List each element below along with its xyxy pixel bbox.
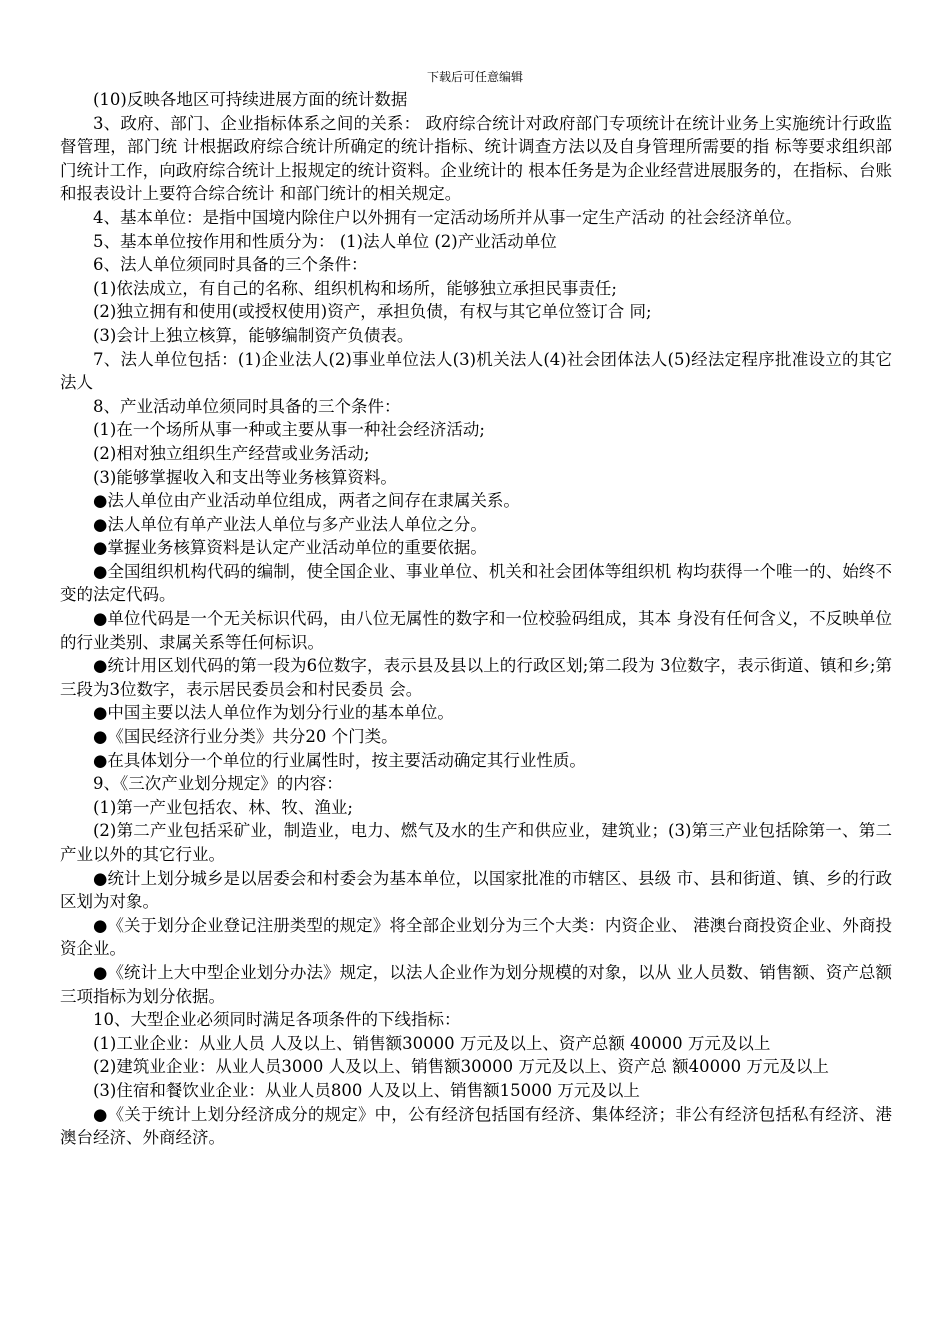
paragraph: 8、产业活动单位须同时具备的三个条件： xyxy=(93,396,401,416)
paragraph: 7、法人单位包括：(1)企业法人(2)事业单位法人(3)机关法人(4)社会团体法人(5)经法定程序批准设立的其它法人 xyxy=(60,349,892,393)
paragraph: (1)在一个场所从事一种或主要从事一种社会经济活动; xyxy=(93,420,485,440)
paragraph: (1)工业企业：从业人员 人及以上、销售额30000 万元及以上、资产总额 40000 万元及以上 xyxy=(93,1033,771,1053)
paragraph: 10、大型企业必须同时满足各项条件的下线指标： xyxy=(93,1010,461,1030)
paragraph: (2)相对独立组织生产经营或业务活动; xyxy=(93,443,370,463)
paragraph: ●《国民经济行业分类》共分20 个门类。 xyxy=(93,727,398,747)
page-header: 下载后可任意编辑 xyxy=(426,70,523,84)
paragraph: (3)住宿和餐饮业企业：从业人员800 人及以上、销售额15000 万元及以上 xyxy=(93,1080,640,1100)
paragraph: ●《统计上大中型企业划分办法》规定，以法人企业作为划分规模的对象，以从 业人员数、销售额、资产总额三项指标为划分依据。 xyxy=(60,962,892,1006)
paragraph: (3)能够掌握收入和支出等业务核算资料。 xyxy=(93,467,397,487)
paragraph: (1)依法成立，有自己的名称、组织机构和场所，能够独立承担民事责任; xyxy=(93,278,617,298)
paragraph: 9、《三次产业划分规定》的内容： xyxy=(93,774,343,794)
document-body xyxy=(60,88,892,1150)
paragraph: 5、基本单位按作用和性质分为： (1)法人单位 (2)产业活动单位 xyxy=(93,231,557,251)
paragraph: 3、政府、部门、企业指标体系之间的关系： 政府综合统计对政府部门专项统计在统计业务上实施统计行政监督管理，部门统 计根据政府综合统计所确定的统计指标、统计调查方法以及自身管理所需要的指 标等要求组织部门统计工作，向政府综合统计上报规定的统计资料。企业统计的 根本任务是为企业经营进展服务的，在指标、台账和报表设计上要符合综合统计 和部门统计的相关规定。 xyxy=(60,113,892,204)
paragraph: ●《关于统计上划分经济成分的规定》中，公有经济包括国有经济、集体经济；非公有经济包括私有经济、港澳台经济、外商经济。 xyxy=(60,1104,892,1148)
paragraph: ●掌握业务核算资料是认定产业活动单位的重要依据。 xyxy=(93,538,487,558)
paragraph: ●中国主要以法人单位作为划分行业的基本单位。 xyxy=(93,703,454,723)
paragraph: ●法人单位由产业活动单位组成，两者之间存在隶属关系。 xyxy=(93,491,520,511)
paragraph: ●统计用区划代码的第一段为6位数字，表示县及县以上的行政区划;第二段为 3位数字，表示街道、镇和乡;第三段为3位数字，表示居民委员会和村民委员 会。 xyxy=(60,656,892,699)
paragraph: ●统计上划分城乡是以居委会和村委会为基本单位，以国家批准的市辖区、县级 市、县和街道、镇、乡的行政区划为对象。 xyxy=(60,868,892,912)
paragraph: 4、基本单位：是指中国境内除住户以外拥有一定活动场所并从事一定生产活动 的社会经济单位。 xyxy=(93,207,802,227)
paragraph: ●全国组织机构代码的编制，使全国企业、事业单位、机关和社会团体等组织机 构均获得一个唯一的、始终不变的法定代码。 xyxy=(60,561,892,605)
paragraph: (3)会计上独立核算，能够编制资产负债表。 xyxy=(93,325,414,345)
paragraph: (2)独立拥有和使用(或授权使用)资产，承担负债，有权与其它单位签订合 同; xyxy=(93,302,652,322)
paragraph: ●单位代码是一个无关标识代码，由八位无属性的数字和一位校验码组成，其本 身没有任何含义，不反映单位的行业类别、隶属关系等任何标识。 xyxy=(60,609,892,652)
paragraph: ●法人单位有单产业法人单位与多产业法人单位之分。 xyxy=(93,514,487,534)
paragraph: (2)建筑业企业：从业人员3000 人及以上、销售额30000 万元及以上、资产总 额40000 万元及以上 xyxy=(93,1057,829,1077)
paragraph: ●在具体划分一个单位的行业属性时，按主要活动确定其行业性质。 xyxy=(93,750,586,770)
paragraph: (1)第一产业包括农、林、牧、渔业; xyxy=(93,797,353,817)
paragraph: (10)反映各地区可持续进展方面的统计数据 xyxy=(93,90,408,109)
paragraph: (2)第二产业包括采矿业，制造业，电力、燃气及水的生产和供应业，建筑业；(3)第三产业包括除第一、第二产业以外的其它行业。 xyxy=(60,821,892,864)
paragraph: 6、法人单位须同时具备的三个条件： xyxy=(93,255,368,275)
paragraph: ●《关于划分企业登记注册类型的规定》将全部企业划分为三个大类：内资企业、 港澳台商投资企业、外商投资企业。 xyxy=(60,915,892,959)
